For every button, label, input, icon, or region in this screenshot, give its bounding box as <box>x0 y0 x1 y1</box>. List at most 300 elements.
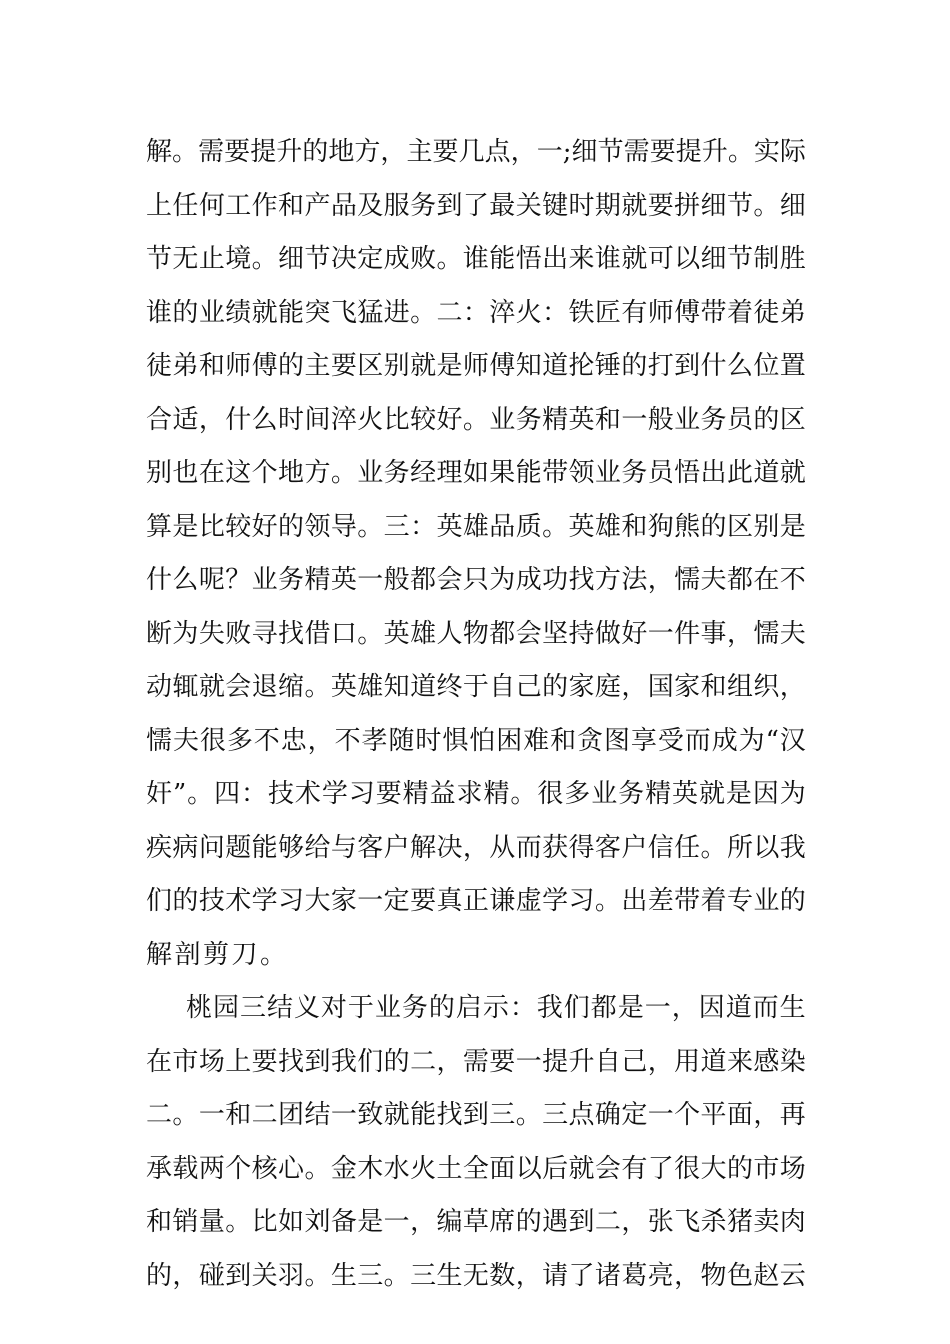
glyph: 雄 <box>410 618 437 649</box>
glyph: 组 <box>726 672 753 702</box>
text-line <box>146 233 806 287</box>
glyph: 动 <box>146 672 173 702</box>
glyph: 英 <box>568 404 595 435</box>
glyph: 技 <box>198 886 225 916</box>
glyph: 务 <box>700 404 727 435</box>
glyph: 葛 <box>621 1260 648 1291</box>
glyph: 别 <box>753 511 780 542</box>
glyph: 用 <box>674 1046 701 1077</box>
glyph: 会 <box>515 618 542 649</box>
glyph: 狗 <box>647 511 674 542</box>
glyph: 好 <box>621 618 648 649</box>
glyph: 业 <box>489 404 516 435</box>
glyph: 术 <box>225 886 252 916</box>
glyph: 精 <box>304 565 331 595</box>
glyph: 的 <box>726 1153 753 1184</box>
glyph: 很 <box>537 779 564 809</box>
text-line <box>146 982 806 1036</box>
glyph: 就 <box>251 297 278 328</box>
glyph: 道 <box>725 993 752 1023</box>
glyph: 好 <box>436 404 463 435</box>
text-line <box>146 501 806 555</box>
glyph: 定 <box>621 1100 648 1130</box>
glyph: 提 <box>675 137 702 167</box>
glyph: 的 <box>753 404 780 435</box>
glyph: 何 <box>198 190 225 221</box>
glyph: 刘 <box>304 1207 331 1237</box>
glyph: 终 <box>436 672 463 702</box>
text-line <box>146 875 806 929</box>
glyph: 猪 <box>726 1207 753 1237</box>
glyph: 懦 <box>146 725 173 756</box>
glyph: 场 <box>779 1153 806 1184</box>
glyph: 带 <box>674 886 701 916</box>
glyph: 淬 <box>330 404 357 435</box>
text-line <box>146 180 806 234</box>
glyph: 精 <box>402 779 429 809</box>
glyph: 么 <box>172 565 199 595</box>
glyph: 英 <box>330 672 357 702</box>
glyph: 的 <box>542 672 569 702</box>
glyph: 时 <box>415 725 442 756</box>
glyph: 我 <box>330 1046 357 1077</box>
glyph: 。 <box>510 779 537 809</box>
glyph: 。 <box>436 244 463 274</box>
glyph: 方 <box>304 458 331 488</box>
glyph: 出 <box>621 886 648 916</box>
glyph: 为 <box>779 779 806 809</box>
glyph: 而 <box>752 993 779 1023</box>
glyph: 的 <box>383 1046 410 1077</box>
glyph: 火 <box>410 1153 437 1184</box>
text-line: 解剖剪刀。 <box>146 939 289 970</box>
glyph: 置 <box>779 351 806 381</box>
glyph: 为 <box>738 725 765 756</box>
glyph: 较 <box>410 404 437 435</box>
glyph: 病 <box>172 832 199 863</box>
glyph: 载 <box>172 1153 199 1184</box>
glyph: 就 <box>198 672 225 702</box>
glyph: 得 <box>568 832 595 863</box>
glyph: 。 <box>700 832 727 863</box>
glyph: 实 <box>753 137 780 167</box>
glyph: 一 <box>198 1100 225 1130</box>
glyph: 了 <box>647 1153 674 1184</box>
glyph: 园 <box>212 993 239 1023</box>
glyph: 务 <box>621 458 648 488</box>
glyph: 从 <box>489 832 516 863</box>
glyph: 真 <box>436 886 463 916</box>
glyph: 人 <box>436 618 463 649</box>
glyph: 会 <box>594 1153 621 1184</box>
glyph: 都 <box>410 565 437 595</box>
glyph: ： <box>410 511 437 542</box>
glyph: 雄 <box>594 511 621 542</box>
glyph: 了 <box>462 190 489 221</box>
glyph: 与 <box>330 832 357 863</box>
text-line <box>146 554 806 608</box>
glyph: 业 <box>251 565 278 595</box>
glyph: 习 <box>278 886 305 916</box>
glyph: 获 <box>542 832 569 863</box>
glyph: 一 <box>647 618 674 649</box>
glyph: 碰 <box>198 1260 225 1291</box>
glyph: 最 <box>489 190 516 221</box>
glyph: 对 <box>320 993 347 1023</box>
glyph: 成 <box>383 244 410 274</box>
glyph: 质 <box>515 511 542 542</box>
glyph: 的 <box>172 297 199 328</box>
glyph: 升 <box>276 137 303 167</box>
glyph: 家 <box>568 672 595 702</box>
glyph: 来 <box>726 1046 753 1077</box>
glyph: 找 <box>568 565 595 595</box>
glyph: 。 <box>383 1260 410 1291</box>
glyph: 惧 <box>442 725 469 756</box>
glyph: 面 <box>489 1153 516 1184</box>
glyph: 业 <box>357 458 384 488</box>
glyph: 谁 <box>146 297 173 328</box>
glyph: 一 <box>647 1100 674 1130</box>
glyph: 提 <box>542 1046 569 1077</box>
glyph: 精 <box>645 779 672 809</box>
glyph: 和 <box>700 672 727 702</box>
glyph: 。 <box>357 618 384 649</box>
glyph: 缩 <box>278 672 305 702</box>
glyph: 有 <box>621 1153 648 1184</box>
glyph: 懦 <box>753 618 780 649</box>
glyph: 品 <box>489 511 516 542</box>
glyph: 义 <box>293 993 320 1023</box>
glyph: 如 <box>462 458 489 488</box>
glyph: 寻 <box>251 618 278 649</box>
glyph: 业 <box>674 404 701 435</box>
glyph: 员 <box>726 404 753 435</box>
glyph: 道 <box>700 1046 727 1077</box>
glyph: 因 <box>752 779 779 809</box>
glyph: 英 <box>436 511 463 542</box>
glyph: 定 <box>383 886 410 916</box>
glyph: 夫 <box>172 725 199 756</box>
glyph: 节 <box>726 244 753 274</box>
glyph: 随 <box>388 725 415 756</box>
glyph: 。 <box>330 458 357 488</box>
glyph: 羽 <box>278 1260 305 1291</box>
glyph: 道 <box>410 672 437 702</box>
glyph: 品 <box>330 190 357 221</box>
glyph: 市 <box>172 1046 199 1077</box>
glyph: 客 <box>594 832 621 863</box>
glyph: 后 <box>542 1153 569 1184</box>
glyph: 二 <box>410 1046 437 1077</box>
text-line <box>146 661 806 715</box>
glyph: 能 <box>410 1100 437 1130</box>
glyph: 到 <box>462 1100 489 1130</box>
glyph: 飞 <box>674 1207 701 1237</box>
glyph: 是 <box>725 779 752 809</box>
glyph: 汉 <box>779 725 806 756</box>
glyph: 比 <box>383 404 410 435</box>
glyph: 三 <box>542 1100 569 1130</box>
glyph: 细 <box>571 137 598 167</box>
glyph: 位 <box>753 351 780 381</box>
glyph: 败 <box>225 618 252 649</box>
glyph: 都 <box>726 565 753 595</box>
glyph: 境 <box>225 244 252 274</box>
glyph: 杀 <box>700 1207 727 1237</box>
glyph: ， <box>726 618 753 649</box>
glyph: 量 <box>198 1207 225 1237</box>
glyph: 三 <box>357 1260 384 1291</box>
glyph: 辄 <box>172 672 199 702</box>
glyph: 物 <box>462 618 489 649</box>
glyph: 。 <box>225 1207 252 1237</box>
glyph: 平 <box>700 1100 727 1130</box>
glyph: 不 <box>334 725 361 756</box>
glyph: ， <box>307 725 334 756</box>
glyph: 而 <box>684 725 711 756</box>
glyph: 要 <box>375 779 402 809</box>
glyph: 物 <box>700 1260 727 1291</box>
glyph: 工 <box>225 190 252 221</box>
glyph: 着 <box>726 297 753 328</box>
glyph: 给 <box>304 832 331 863</box>
glyph: 三 <box>239 993 266 1023</box>
text-line <box>146 1196 806 1250</box>
glyph: 在 <box>753 565 780 595</box>
glyph: ， <box>410 1207 437 1237</box>
glyph: 。 <box>304 1153 331 1184</box>
glyph: 的 <box>515 1207 542 1237</box>
glyph: ” <box>172 779 187 809</box>
glyph: ， <box>172 1260 199 1291</box>
glyph: 断 <box>146 618 173 649</box>
glyph: 来 <box>568 244 595 274</box>
glyph: 会 <box>436 565 463 595</box>
glyph: 方 <box>594 565 621 595</box>
glyph: 心 <box>278 1153 305 1184</box>
glyph: 别 <box>383 351 410 381</box>
glyph: 要 <box>251 1046 278 1077</box>
glyph: 抡 <box>568 351 595 381</box>
glyph: 弟 <box>172 351 199 381</box>
glyph: 。 <box>172 137 199 167</box>
glyph: 要 <box>489 1046 516 1077</box>
glyph: 再 <box>779 1100 806 1130</box>
glyph: 算 <box>146 511 173 542</box>
glyph: 师 <box>462 351 489 381</box>
glyph: 需 <box>623 137 650 167</box>
glyph: 。 <box>304 672 331 702</box>
glyph: 疾 <box>146 832 173 863</box>
glyph: 就 <box>698 779 725 809</box>
glyph: 和 <box>550 725 577 756</box>
glyph: 怕 <box>469 725 496 756</box>
glyph: 不 <box>779 565 806 595</box>
glyph: 主 <box>304 351 331 381</box>
glyph: 成 <box>515 565 542 595</box>
glyph: 多 <box>564 779 591 809</box>
glyph: 主 <box>406 137 433 167</box>
glyph: 的 <box>621 351 648 381</box>
glyph: 。 <box>515 1100 542 1130</box>
glyph: 受 <box>657 725 684 756</box>
glyph: 二 <box>436 297 463 328</box>
glyph: 锤 <box>594 351 621 381</box>
glyph: 是 <box>436 351 463 381</box>
glyph: 己 <box>621 1046 648 1077</box>
glyph: 需 <box>198 137 225 167</box>
glyph: 较 <box>225 511 252 542</box>
glyph: 务 <box>401 993 428 1023</box>
glyph: 徒 <box>753 297 780 328</box>
glyph: 不 <box>253 725 280 756</box>
glyph: 关 <box>515 190 542 221</box>
glyph: ： <box>509 993 536 1023</box>
glyph: 任 <box>674 832 701 863</box>
glyph: 无 <box>172 244 199 274</box>
glyph: 学 <box>542 886 569 916</box>
glyph: 夫 <box>779 618 806 649</box>
glyph: 口 <box>330 618 357 649</box>
glyph: 一 <box>357 886 384 916</box>
glyph: 找 <box>436 1100 463 1130</box>
glyph: 么 <box>251 404 278 435</box>
glyph: 要 <box>649 137 676 167</box>
glyph: 事 <box>700 618 727 649</box>
glyph: 了 <box>568 1260 595 1291</box>
glyph: 很 <box>199 725 226 756</box>
glyph: 服 <box>383 190 410 221</box>
glyph: 出 <box>542 244 569 274</box>
glyph: 决 <box>436 832 463 863</box>
glyph: 细 <box>779 190 806 221</box>
glyph: 比 <box>251 1207 278 1237</box>
glyph: 精 <box>483 779 510 809</box>
glyph: 虚 <box>515 886 542 916</box>
glyph: 奸 <box>146 779 173 809</box>
glyph: 地 <box>328 137 355 167</box>
glyph: 一 <box>357 565 384 595</box>
glyph: 知 <box>383 672 410 702</box>
glyph: 果 <box>489 458 516 488</box>
glyph: 精 <box>542 404 569 435</box>
glyph: 庭 <box>594 672 621 702</box>
glyph: 的 <box>172 886 199 916</box>
glyph: ？ <box>225 565 252 595</box>
glyph: 就 <box>410 351 437 381</box>
glyph: 学 <box>321 779 348 809</box>
glyph: 傅 <box>251 351 278 381</box>
glyph: 云 <box>779 1260 806 1291</box>
glyph: 。 <box>172 1100 199 1130</box>
glyph: 拼 <box>674 190 701 221</box>
glyph: 大 <box>304 886 331 916</box>
glyph: 贪 <box>577 725 604 756</box>
glyph: 学 <box>251 886 278 916</box>
glyph: 一 <box>383 1207 410 1237</box>
glyph: ： <box>542 297 569 328</box>
text-line <box>146 394 806 448</box>
glyph: ： <box>462 297 489 328</box>
glyph: 能 <box>251 832 278 863</box>
glyph: 。 <box>187 779 214 809</box>
glyph: 一 <box>515 1046 542 1077</box>
glyph: ： <box>241 779 268 809</box>
glyph: 。 <box>542 511 569 542</box>
glyph: 。 <box>753 190 780 221</box>
glyph: 和 <box>225 1100 252 1130</box>
glyph: 差 <box>647 886 674 916</box>
glyph: 节 <box>726 190 753 221</box>
glyph: 的 <box>302 137 329 167</box>
glyph: 专 <box>726 886 753 916</box>
glyph: 二 <box>594 1207 621 1237</box>
glyph: 地 <box>278 458 305 488</box>
glyph: 打 <box>647 351 674 381</box>
glyph: 英 <box>330 565 357 595</box>
glyph: 三 <box>383 511 410 542</box>
glyph: 。 <box>304 1260 331 1291</box>
text-line <box>146 715 806 769</box>
glyph: 带 <box>700 297 727 328</box>
glyph: ， <box>621 672 648 702</box>
glyph: 以 <box>515 1153 542 1184</box>
glyph: 决 <box>330 244 357 274</box>
glyph: 如 <box>278 1207 305 1237</box>
glyph: 于 <box>462 672 489 702</box>
glyph: 我 <box>536 993 563 1023</box>
glyph: 题 <box>225 832 252 863</box>
glyph: 难 <box>523 725 550 756</box>
glyph: 的 <box>700 511 727 542</box>
glyph: 务 <box>618 779 645 809</box>
glyph: 淬 <box>489 297 516 328</box>
glyph: 细 <box>700 244 727 274</box>
glyph: 是 <box>357 1207 384 1237</box>
glyph: 够 <box>278 832 305 863</box>
glyph: 享 <box>630 725 657 756</box>
glyph: 数 <box>489 1260 516 1291</box>
glyph: 谦 <box>489 886 516 916</box>
glyph: 是 <box>779 511 806 542</box>
glyph: 都 <box>590 993 617 1023</box>
glyph: 以 <box>753 832 780 863</box>
glyph: 只 <box>462 565 489 595</box>
glyph: 织 <box>753 672 780 702</box>
glyph: 飞 <box>330 297 357 328</box>
glyph: 术 <box>294 779 321 809</box>
text-line <box>146 287 806 341</box>
glyph: 有 <box>621 297 648 328</box>
glyph: 桃 <box>186 993 213 1023</box>
glyph: 此 <box>726 458 753 488</box>
glyph: 几 <box>458 137 485 167</box>
glyph: 自 <box>489 672 516 702</box>
glyph: 肉 <box>779 1207 806 1237</box>
glyph: 产 <box>304 190 331 221</box>
glyph: 习 <box>568 886 595 916</box>
glyph: 在 <box>198 458 225 488</box>
glyph: 做 <box>594 618 621 649</box>
glyph: 知 <box>515 351 542 381</box>
glyph: 水 <box>383 1153 410 1184</box>
glyph: 别 <box>146 458 173 488</box>
glyph: 席 <box>489 1207 516 1237</box>
glyph: 的 <box>779 886 806 916</box>
glyph: 个 <box>674 1100 701 1130</box>
glyph: 理 <box>436 458 463 488</box>
